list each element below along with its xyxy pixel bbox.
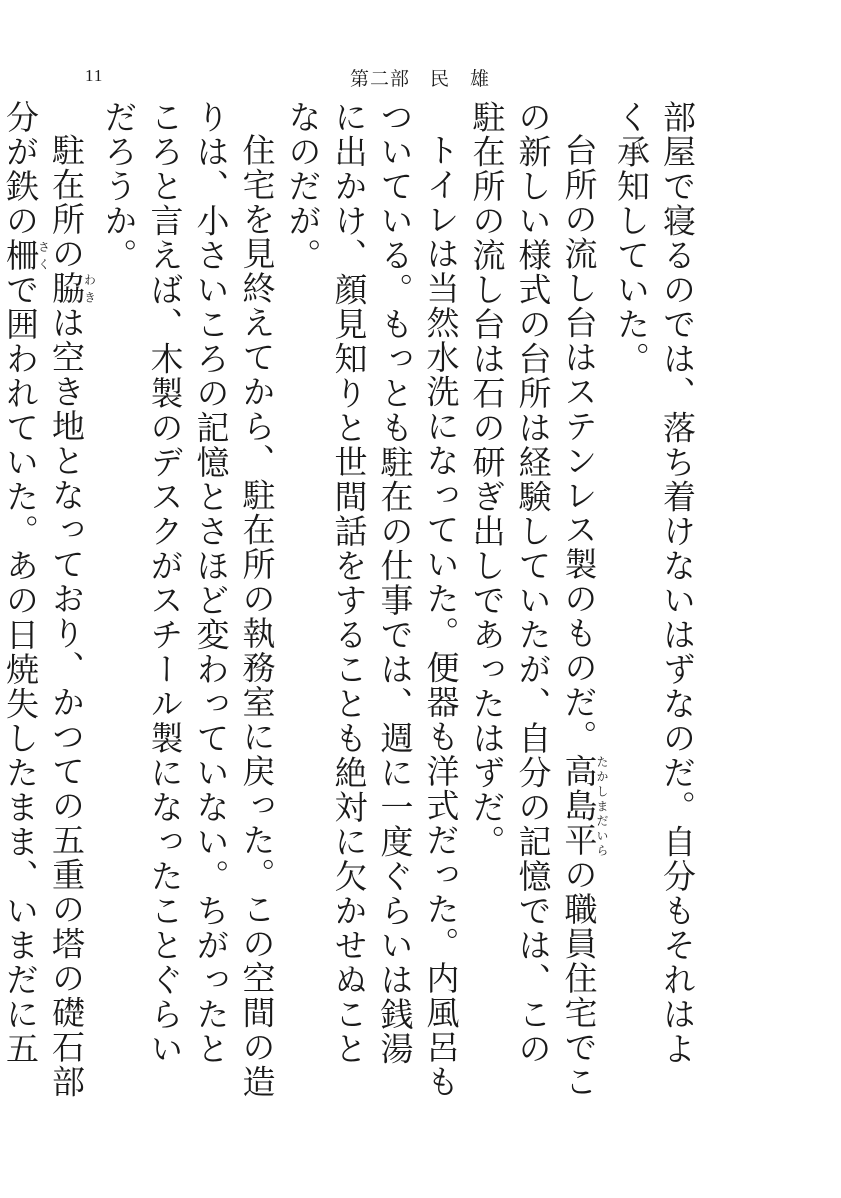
paragraph [280, 100, 464, 1100]
text-run: 住宅を見終えてから、駐在所の執務室に戻った。この空間の造りは、小さいころの記憶とさほど変わっていない。ちがったところと言えば、木製のデスクがスチール製になったことぐらいだろうか。 [99, 100, 277, 1099]
text-run: は空き地となっており、かつての五重の塔の礎石部分が鉄の [1, 100, 86, 1099]
paragraph [464, 100, 609, 1100]
text-run: 駐在所の [47, 133, 86, 271]
body-text [1, 100, 700, 1100]
ruby-annotation [47, 271, 97, 306]
page-number: 11 [85, 66, 104, 85]
paragraph [0, 100, 96, 1100]
paragraph [96, 100, 280, 1100]
text-run: で囲われていた。あの日焼失したまま、いまだに五 [1, 272, 40, 1066]
ruby-annotation [559, 754, 609, 858]
running-head: 第二部 民 雄 [349, 68, 490, 90]
paragraph [608, 100, 700, 1100]
ruby-base: 柵 [1, 238, 40, 273]
text-run: 部屋で寝るのでは、落ち着けないはずなのだ。自分もそれはよく承知していた。 [612, 100, 697, 1066]
ruby-reading: わき [82, 271, 97, 306]
ruby-base: 高島平 [559, 754, 599, 858]
text-run: 台所の流し台はステンレス製のものだ。 [559, 133, 599, 754]
ruby-base: 脇 [47, 271, 86, 306]
ruby-reading: たかしまだいら [595, 754, 609, 858]
ruby-reading: さく [36, 238, 51, 273]
text-run: の職員住宅でこの新しい様式の台所は経験していたが、自分の記憶では、この駐在所の流し台は石の研ぎ出しであったはずだ。 [467, 100, 599, 1099]
ruby-annotation [1, 238, 51, 273]
text-run: トイレは当然水洗になっていた。便器も洋式だった。内風呂もついている。もっとも駐在の仕事では、週に一度ぐらいは銭湯に出かけ、顔見知りと世間話をすることも絶対に欠かせぬことなのだが。 [283, 100, 461, 1099]
